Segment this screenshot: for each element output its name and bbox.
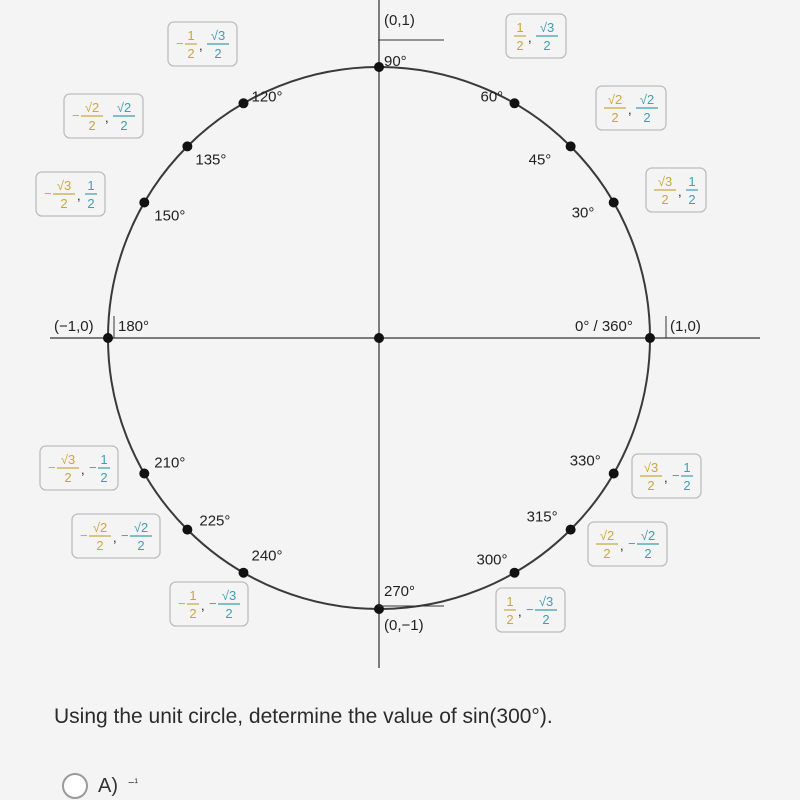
p240-y-sign: − [209,596,217,611]
p135-x-sign: − [72,108,80,123]
p210-comma: , [81,462,85,477]
p120-point [239,98,249,108]
p45-coord-label [596,86,666,130]
p315-coord-label [588,522,667,566]
p150-y-numerator: 1 [87,178,95,193]
p225-point [182,525,192,535]
p240-x-denominator: 2 [189,606,197,621]
p210-x-sign: − [48,460,56,475]
p120-x-sign: − [176,36,184,51]
p30-x-denominator: 2 [661,192,669,207]
p45-point [566,141,576,151]
p225-x-numerator: √2 [92,520,108,535]
p210-x-numerator: √3 [60,452,76,467]
p90-coord-label: (0,1) [384,12,415,29]
choice-a-value: −¹ [128,777,139,789]
p30-coord-label [646,168,706,212]
choice-a-label: A) [98,775,118,797]
p135-point [182,141,192,151]
origin-point [374,333,384,343]
p60-comma: , [528,30,532,45]
p240-comma: , [201,598,205,613]
p330-comma: , [664,470,668,485]
p45-x-denominator: 2 [611,110,619,125]
p60-point [510,98,520,108]
p60-x-numerator: 1 [516,20,524,35]
p225-y-numerator: √2 [133,520,149,535]
p120-coord-label [168,22,237,66]
choice-a[interactable] [62,765,138,799]
p150-y-denominator: 2 [87,196,95,211]
p120-x-denominator: 2 [187,46,195,61]
p30-y-denominator: 2 [688,192,696,207]
p225-x-sign: − [80,528,88,543]
p30-degree-label: 30° [571,204,595,222]
p225-degree-label: 225° [199,512,231,530]
p270-degree-label: 270° [384,583,416,600]
p240-y-numerator: √3 [221,588,237,603]
p210-y-numerator: 1 [100,452,108,467]
p330-coord-label [632,454,701,498]
p135-y-denominator: 2 [120,118,128,133]
p60-coord-label [506,14,566,58]
p225-x-denominator: 2 [96,538,104,553]
p150-comma: , [77,188,81,203]
p300-comma: , [518,604,522,619]
p120-y-denominator: 2 [214,46,222,61]
p315-point [566,525,576,535]
p60-x-denominator: 2 [516,38,524,53]
p150-degree-label: 150° [154,207,186,225]
p45-comma: , [628,102,632,117]
p315-comma: , [620,538,624,553]
p30-comma: , [678,184,682,199]
p120-comma: , [199,38,203,53]
p210-y-sign: − [89,460,97,475]
p315-y-numerator: √2 [640,528,656,543]
p210-y-denominator: 2 [100,470,108,485]
p135-comma: , [105,110,109,125]
p240-y-denominator: 2 [225,606,233,621]
p300-point [510,568,520,578]
p150-point [139,198,149,208]
p330-point [609,469,619,479]
p315-y-denominator: 2 [644,546,652,561]
p135-degree-label: 135° [195,151,227,169]
p330-x-denominator: 2 [647,478,655,493]
p30-point [609,198,619,208]
p240-x-numerator: 1 [189,588,197,603]
p240-point [239,568,249,578]
p300-x-numerator: 1 [506,594,514,609]
p150-x-denominator: 2 [60,196,68,211]
p120-degree-label: 120° [251,88,283,106]
p330-y-numerator: 1 [683,460,691,475]
p315-degree-label: 315° [526,508,558,526]
p135-y-numerator: √2 [116,100,132,115]
p180-degree-label: 180° [118,318,150,335]
p300-y-numerator: √3 [538,594,554,609]
p0-degree-label: 0° / 360° [575,318,633,335]
p300-x-denominator: 2 [506,612,514,627]
p120-y-numerator: √3 [210,28,226,43]
p315-x-numerator: √2 [599,528,615,543]
p120-x-numerator: 1 [187,28,195,43]
p60-y-numerator: √3 [539,20,555,35]
p240-x-sign: − [178,596,186,611]
p45-y-denominator: 2 [643,110,651,125]
p45-x-numerator: √2 [607,92,623,107]
p315-y-sign: − [628,536,636,551]
p330-x-numerator: √3 [643,460,659,475]
question-text: Using the unit circle, determine the value of sin(300°). [54,705,553,728]
p45-y-numerator: √2 [639,92,655,107]
p300-degree-label: 300° [476,551,508,569]
p240-degree-label: 240° [251,547,283,565]
p0-coord-label: (1,0) [670,318,701,335]
p90-point [374,62,384,72]
p180-point [103,333,113,343]
p300-y-sign: − [526,602,534,617]
p225-coord-label [72,514,160,558]
p135-x-denominator: 2 [88,118,96,133]
p90-degree-label: 90° [384,53,407,70]
p270-coord-label: (0,−1) [384,617,424,634]
p210-coord-label [40,446,118,490]
p60-y-denominator: 2 [543,38,551,53]
p150-x-numerator: √3 [56,178,72,193]
p300-coord-label [496,588,565,632]
p240-coord-label [170,582,248,626]
p210-point [139,469,149,479]
p210-x-denominator: 2 [64,470,72,485]
p0-point [645,333,655,343]
p210-degree-label: 210° [154,454,186,472]
p150-x-sign: − [44,186,52,201]
p30-y-numerator: 1 [688,174,696,189]
p60-degree-label: 60° [480,88,504,106]
p30-x-numerator: √3 [657,174,673,189]
p315-x-denominator: 2 [603,546,611,561]
p225-y-sign: − [121,528,129,543]
p330-y-denominator: 2 [683,478,691,493]
radio-button-a[interactable] [62,773,88,799]
p180-coord-label: (−1,0) [54,318,94,335]
p330-y-sign: − [672,468,680,483]
p150-coord-label [36,172,105,216]
p225-y-denominator: 2 [137,538,145,553]
p135-coord-label [64,94,143,138]
p225-comma: , [113,530,117,545]
p330-degree-label: 330° [569,452,601,470]
p300-y-denominator: 2 [542,612,550,627]
labels-layer [36,12,706,634]
p45-degree-label: 45° [528,151,552,169]
p135-x-numerator: √2 [84,100,100,115]
